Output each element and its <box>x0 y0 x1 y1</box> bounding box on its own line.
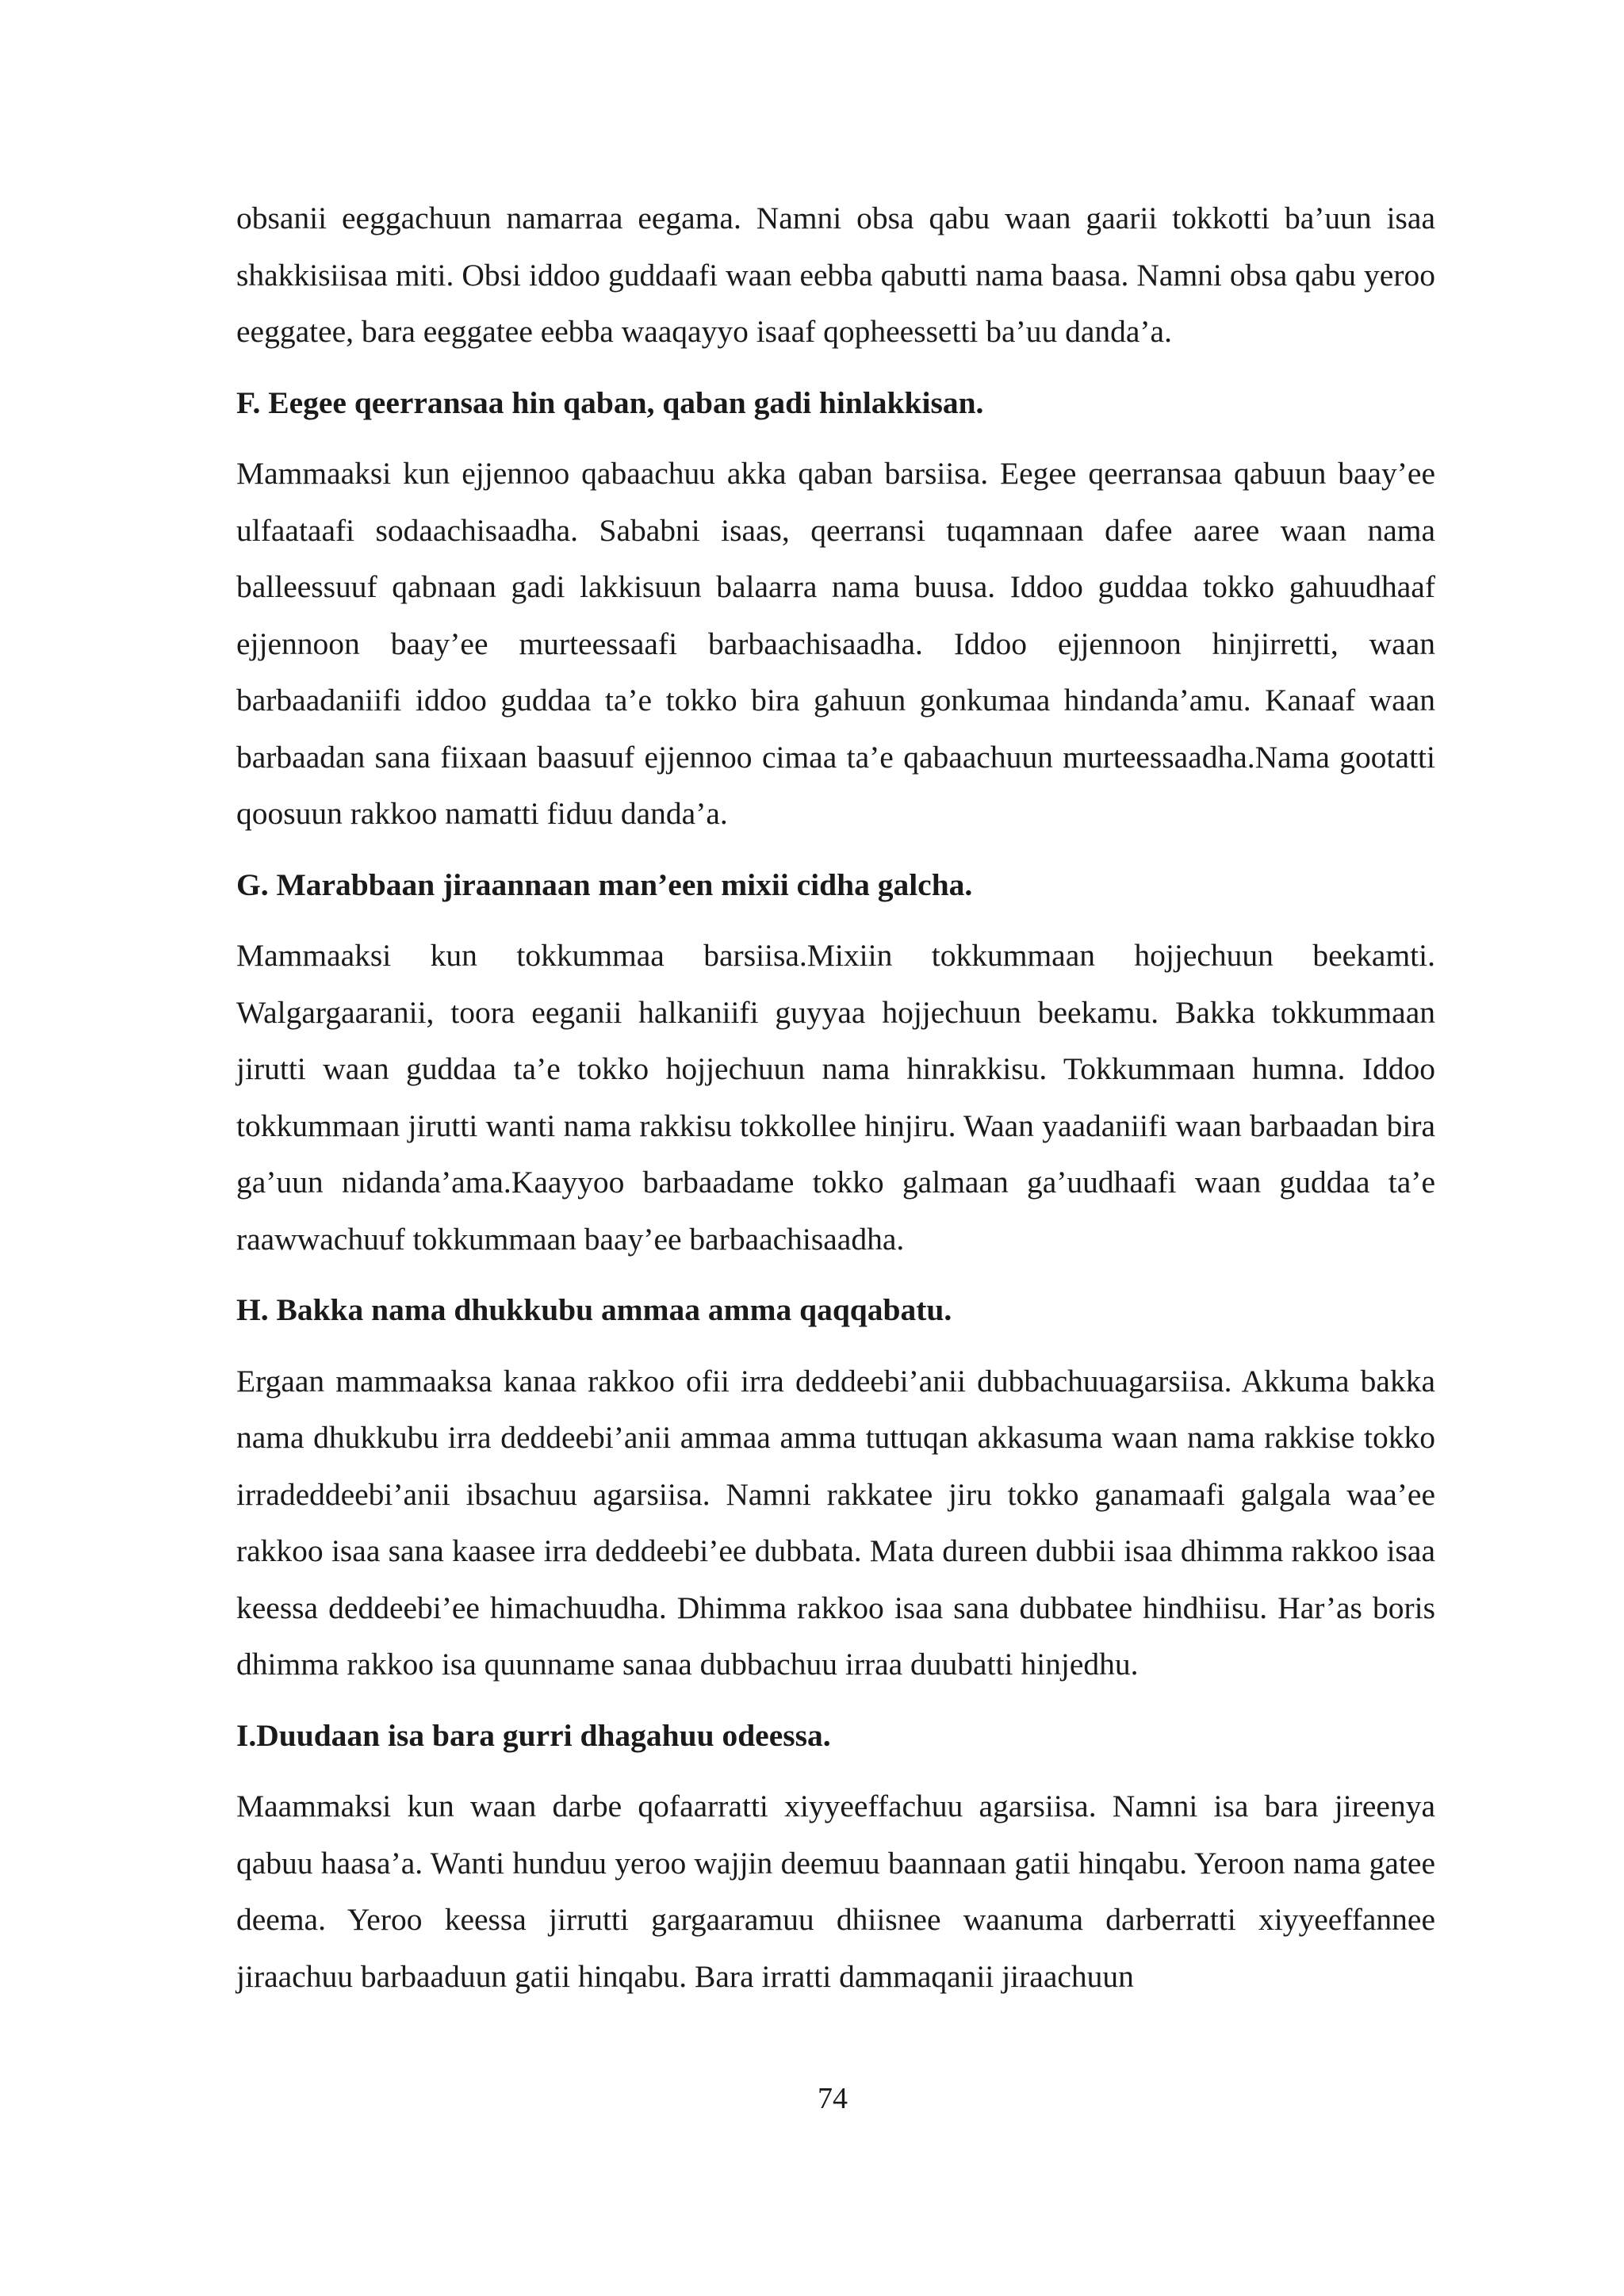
section-heading-f: F. Eegee qeerransaa hin qaban, qaban gadi hinlakkisan. <box>236 385 984 420</box>
document-page <box>236 190 1435 2005</box>
paragraph-intro: obsanii eeggachuun namarraa eegama. Namni obsa qabu waan gaarii tokkotti ba’uun isaa shakkisiisaa miti. Obsi iddoo guddaafi waan eebba qabutti nama baasa. Namni obsa qabu yeroo eeggatee, bara eeggatee eebba waaqayyo isaaf qopheessetti ba’uu danda’a. <box>236 201 1435 349</box>
paragraph-h: Ergaan mammaaksa kanaa rakkoo ofii irra deddeebi’anii dubbachuuagarsiisa. Akkuma bakka nama dhukkubu irra deddeebi’anii ammaa amma tuttuqan akkasuma waan nama rakkise tokko irradeddeebi’anii ibsachuu agarsiisa. Namni rakkatee jiru tokko ganamaafi galgala waa’ee rakkoo isaa sana kaasee irra deddeebi’ee dubbata. Mata dureen dubbii isaa dhimma rakkoo isaa keessa deddeebi’ee himachuudha. Dhimma rakkoo isaa sana dubbatee hindhiisu. Har’as boris dhimma rakkoo isa quunname sanaa dubbachuu irraa duubatti hinjedhu. <box>236 1363 1435 1682</box>
paragraph-f: Mammaaksi kun ejjennoo qabaachuu akka qaban barsiisa. Eegee qeerransaa qabuun baay’ee ulfaataafi sodaachisaadha. Sababni isaas, qeerransi tuqamnaan dafee aaree waan nama balleessuuf qabnaan gadi lakkisuun balaarra nama buusa. Iddoo guddaa tokko gahuudhaaf ejjennoon baay’ee murteessaafi barbaachisaadha. Iddoo ejjennoon hinjirretti, waan barbaadaniifi iddoo guddaa ta’e tokko bira gahuun gonkumaa hindanda’amu. Kanaaf waan barbaadan sana fiixaan baasuuf ejjennoo cimaa ta’e qabaachuun murteessaadha.Nama gootatti qoosuun rakkoo namatti fiduu danda’a. <box>236 456 1435 831</box>
page-number: 74 <box>818 2082 848 2115</box>
paragraph-g: Mammaaksi kun tokkummaa barsiisa.Mixiin tokkummaan hojjechuun beekamti. Walgargaaranii, toora eeganii halkaniifi guyyaa hojjechuun beekamu. Bakka tokkummaan jirutti waan guddaa ta’e tokko hojjechuun nama hinrakkisu. Tokkummaan humna. Iddoo tokkummaan jirutti wanti nama rakkisu tokkollee hinjiru. Waan yaadaniifi waan barbaadan bira ga’uun nidanda’ama.Kaayyoo barbaadame tokko galmaan ga’uudhaafi waan guddaa ta’e raawwachuuf tokkummaan baay’ee barbaachisaadha. <box>236 938 1435 1257</box>
section-heading-i: I.Duudaan isa bara gurri dhagahuu odeessa. <box>236 1717 831 1753</box>
section-heading-h: H. Bakka nama dhukkubu ammaa amma qaqqabatu. <box>236 1292 952 1327</box>
section-heading-g: G. Marabbaan jiraannaan man’een mixii cidha galcha. <box>236 867 973 902</box>
paragraph-i: Maammaksi kun waan darbe qofaarratti xiyyeeffachuu agarsiisa. Namni isa bara jireenya qabuu haasa’a. Wanti hunduu yeroo wajjin deemuu baannaan gatii hinqabu. Yeroon nama gatee deema. Yeroo keessa jirrutti gargaaramuu dhiisnee waanuma darberratti xiyyeeffannee jiraachuu barbaaduun gatii hinqabu. Bara irratti dammaqanii jiraachuun <box>236 1789 1435 1994</box>
